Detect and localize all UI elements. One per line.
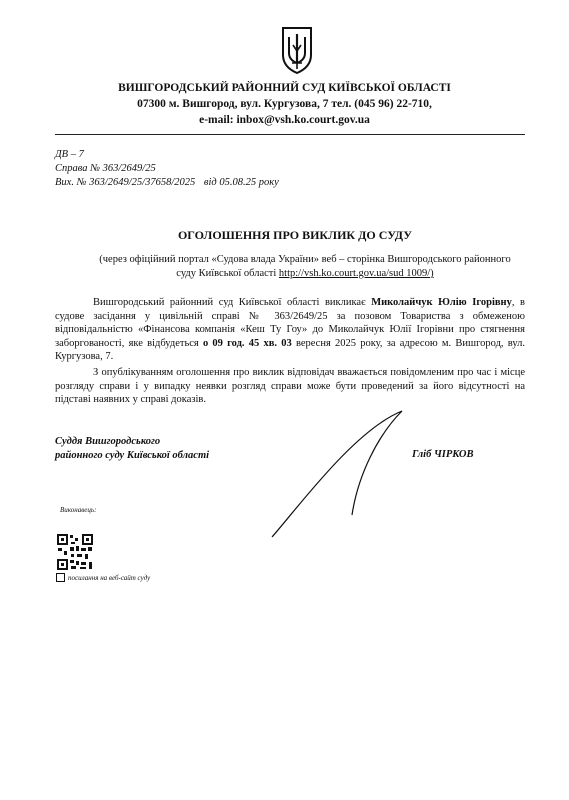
outgoing-number bbox=[55, 176, 279, 189]
p1-text-c: вересня 2025 року, за адресою м. Вишгород, вул. Кургузова, 7. bbox=[55, 337, 526, 363]
qr-caption-text: посилання на веб-сайт суду bbox=[68, 573, 151, 582]
executor-label: Виконавець: bbox=[60, 506, 97, 514]
doc-code: ДВ – 7 bbox=[55, 149, 84, 160]
qr-caption bbox=[56, 573, 150, 582]
signature-stroke bbox=[270, 405, 410, 540]
court-address: 07300 м. Вишгород, вул. Кургузова, 7 тел. (045 96) 22-710, bbox=[137, 98, 432, 110]
body-paragraph-1 bbox=[55, 296, 525, 364]
judge-role bbox=[55, 435, 209, 463]
court-website-link[interactable]: http://vsh.ko.court.gov.ua/sud 1009/) bbox=[278, 268, 434, 279]
case-number: Справа № 363/2649/25 bbox=[55, 163, 156, 174]
outgoing-id: Вих. № 363/2649/25/37658/2025 bbox=[55, 177, 196, 188]
p1-text-b: , в судове засідання у цивільній справі № 363/2649/25 за позовом Товариства з обмеженою відповідальністю «Фінансова компанія «Кеш Ту Гоу» до Миколайчук Юлії Ігорівни про стягнення заборгованості, яке відбудеться bbox=[55, 297, 525, 349]
subtitle bbox=[70, 253, 540, 281]
court-email: e-mail: inbox@vsh.ko.court.gov.ua bbox=[199, 114, 370, 126]
defendant-name: Миколайчук Юлію Ігорівну bbox=[371, 297, 512, 308]
judge-name: Гліб ЧІРКОВ bbox=[412, 449, 474, 460]
subtitle-line1: (через офіційний портал «Судова влада України» веб – сторінка Вишгородського районного bbox=[99, 254, 511, 265]
judge-role-line1: Суддя Вишгородського bbox=[55, 436, 161, 447]
qr-code-icon[interactable] bbox=[56, 533, 94, 571]
header-divider bbox=[55, 134, 525, 135]
hearing-time: о 09 год. 45 хв. 03 bbox=[202, 337, 292, 349]
court-name: ВИШГОРОДСЬКИЙ РАЙОННИЙ СУД КИЇВСЬКОЇ ОБЛАСТІ bbox=[118, 82, 451, 94]
body-paragraph-2: З опублікуванням оголошення про виклик відповідач вважається повідомленим про час і місце розгляду справи і у випадку неявки розгляд справи може бути проведений за його відсутності на підставі наявних у справі доказів. bbox=[55, 367, 525, 406]
subtitle-line2: суду Київської області bbox=[176, 268, 279, 279]
coat-of-arms-icon bbox=[280, 25, 314, 75]
document-title: ОГОЛОШЕННЯ ПРО ВИКЛИК ДО СУДУ bbox=[177, 228, 413, 242]
checkbox-icon bbox=[56, 573, 65, 582]
p1-text-a: Вишгородський районний суд Київської області викликає bbox=[93, 297, 372, 308]
outgoing-date: від 05.08.25 року bbox=[203, 177, 279, 188]
judge-role-line2: районного суду Київської області bbox=[55, 450, 210, 461]
